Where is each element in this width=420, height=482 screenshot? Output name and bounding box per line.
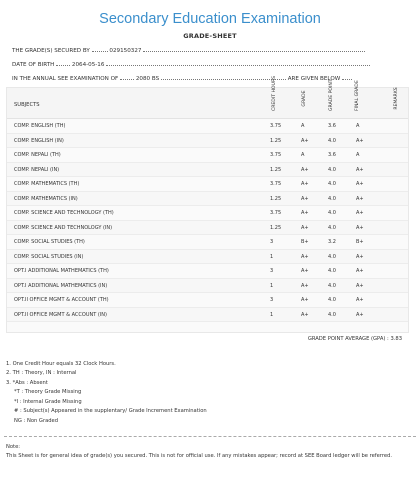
dotted-line: [56, 61, 70, 66]
dotted-line: [342, 75, 352, 80]
gp-cell: 4.0: [328, 282, 336, 289]
divider: [4, 436, 416, 437]
gp-cell: 3.6: [328, 152, 336, 158]
note-item: 1. One Credit Hour equals 32 Clock Hours.: [6, 361, 116, 367]
credit-cell: 3.75: [270, 123, 282, 129]
gp-cell: 4.0: [328, 137, 336, 144]
subject-cell: COMP. NEPALI (TH): [14, 152, 61, 158]
note-subitem: NG : Non Graded: [14, 418, 59, 424]
gp-cell: 4.0: [328, 166, 336, 173]
final-cell: A+: [356, 210, 364, 216]
credit-cell: 3: [270, 297, 274, 303]
dotted-line: [106, 61, 370, 66]
header-grade: GRADE: [302, 90, 307, 107]
final-cell: A+: [356, 282, 364, 289]
dob-label: DATE OF BIRTH: [12, 62, 55, 68]
table-row: [7, 119, 408, 134]
dotted-line: [143, 47, 365, 52]
grade-cell: A: [301, 123, 305, 129]
header-grade-point: GRADE POINT: [329, 79, 334, 111]
page-subtitle: GRADE-SHEET: [183, 32, 237, 40]
credit-cell: 3: [270, 239, 274, 245]
gp-cell: 4.0: [328, 210, 336, 216]
grade-cell: A+: [301, 253, 309, 260]
table-row: [7, 163, 408, 178]
credit-cell: 3.75: [270, 210, 282, 216]
subject-cell: OPT.II OFFICE MGMT & ACCOUNT (TH): [14, 297, 109, 303]
final-cell: A+: [356, 268, 364, 274]
page-title: Secondary Education Examination: [99, 11, 321, 27]
credit-cell: 3.75: [270, 181, 282, 187]
grade-cell: A+: [301, 166, 309, 173]
subject-cell: COMP. SCIENCE AND TECHNOLOGY (IN): [14, 224, 113, 231]
credit-cell: 1: [270, 311, 274, 318]
given-below-label: ARE GIVEN BELOW: [287, 76, 341, 82]
grade-cell: A+: [301, 195, 309, 202]
subject-cell: OPT.I ADDITIONAL MATHEMATICS (IN): [14, 282, 108, 289]
info-line-dob: [12, 61, 370, 68]
grade-cell: A+: [301, 224, 309, 231]
gp-cell: 4.0: [328, 195, 336, 202]
subject-cell: COMP. ENGLISH (TH): [14, 123, 66, 129]
subject-cell: COMP. SCIENCE AND TECHNOLOGY (TH): [14, 210, 114, 216]
note-item: 2. TH : Theory, IN : Internal: [6, 370, 77, 377]
note-subitem: *T : Theory Grade Missing: [14, 389, 82, 396]
subject-cell: COMP. MATHEMATICS (IN): [14, 195, 78, 202]
notes-list: [6, 360, 207, 427]
grade-cell: A+: [301, 282, 309, 289]
grade-cell: A+: [301, 311, 309, 318]
grade-cell: A+: [301, 181, 309, 187]
table-row: [7, 279, 408, 294]
subject-cell: OPT.II OFFICE MGMT & ACCOUNT (IN): [14, 311, 107, 318]
header-final-grade: FINAL GRADE: [355, 80, 360, 111]
subject-cell: COMP. SOCIAL STUDIES (IN): [14, 253, 84, 260]
final-cell: B+: [356, 239, 364, 245]
header-remarks: REMARKS: [394, 87, 399, 110]
table-row: [7, 206, 408, 221]
final-cell: A+: [356, 311, 364, 318]
note-item: 3. *Abs : Absent: [6, 379, 48, 386]
grade-secured-label: THE GRADE(S) SECURED BY: [12, 48, 90, 54]
gp-cell: 4.0: [328, 268, 336, 274]
final-cell: A: [356, 152, 360, 158]
table-row: [7, 221, 408, 236]
subject-cell: COMP. SOCIAL STUDIES (TH): [14, 239, 85, 245]
table-row: [7, 264, 408, 279]
subject-cell: COMP. NEPALI (IN): [14, 166, 60, 173]
grade-cell: A+: [301, 297, 309, 303]
exam-label: IN THE ANNUAL SEE EXAMINATION OF: [12, 76, 119, 82]
table-row: [7, 293, 408, 308]
gp-cell: 4.0: [328, 297, 336, 303]
final-cell: A: [356, 123, 360, 129]
credit-cell: 1: [270, 282, 274, 289]
table-row: [7, 192, 408, 207]
credit-cell: 1.25: [270, 224, 282, 231]
grade-cell: A: [301, 152, 305, 158]
grade-cell: A+: [301, 137, 309, 144]
exam-year: 2080 BS: [135, 76, 160, 82]
credit-cell: 3: [270, 268, 274, 274]
info-line-exam: [12, 75, 352, 82]
table-row: [7, 148, 408, 163]
gp-cell: 4.0: [328, 181, 336, 187]
dotted-line: [161, 75, 286, 80]
note-subitem: *I : Internal Grade Missing: [14, 398, 82, 405]
credit-cell: 1: [270, 253, 274, 260]
subject-cell: OPT.I ADDITIONAL MATHEMATICS (TH): [14, 268, 109, 274]
table-row: [7, 177, 408, 192]
footer-note-text: This Sheet is for general idea of grade(s) you secured. This is not for official use. If any mistakes appear; record at SEE Board ledger will be referred.: [6, 453, 393, 459]
dotted-line: [120, 75, 134, 80]
gp-cell: 4.0: [328, 253, 336, 260]
table-row: [7, 308, 408, 323]
grade-cell: A+: [301, 210, 309, 216]
header-credit-hours: CREDIT HOURS: [272, 75, 277, 111]
gp-cell: 4.0: [328, 224, 336, 231]
table-row: [7, 250, 408, 265]
gp-cell: 3.6: [328, 123, 336, 129]
gp-cell: 3.2: [328, 239, 336, 245]
credit-cell: 3.75: [270, 152, 282, 158]
final-cell: A+: [356, 297, 364, 303]
subject-cell: COMP. ENGLISH (IN): [14, 137, 64, 144]
grade-cell: A+: [301, 268, 309, 274]
info-line-symbol: [12, 47, 365, 54]
symbol-number: 029150327: [109, 48, 142, 54]
dob-value: 2064-05-16: [71, 62, 105, 68]
gpa-summary: GRADE POINT AVERAGE (GPA) : 3.83: [307, 336, 402, 342]
credit-cell: 1.25: [270, 166, 282, 173]
table-row: [7, 235, 408, 250]
gp-cell: 4.0: [328, 311, 336, 318]
credit-cell: 1.25: [270, 195, 282, 202]
final-cell: A+: [356, 137, 364, 144]
final-cell: A+: [356, 195, 364, 202]
footer-note-heading: Note:: [6, 444, 21, 450]
table-row: [7, 134, 408, 149]
final-cell: A+: [356, 253, 364, 260]
header-subjects: SUBJECTS: [14, 102, 40, 108]
grade-cell: B+: [301, 239, 309, 245]
final-cell: A+: [356, 166, 364, 173]
dotted-line: [92, 47, 108, 52]
final-cell: A+: [356, 224, 364, 231]
subject-cell: COMP. MATHEMATICS (TH): [14, 181, 80, 187]
credit-cell: 1.25: [270, 137, 282, 144]
final-cell: A+: [356, 181, 364, 187]
note-subitem: # : Subject(s) Appeared in the supplentary/ Grade Increment Examination: [14, 408, 207, 415]
